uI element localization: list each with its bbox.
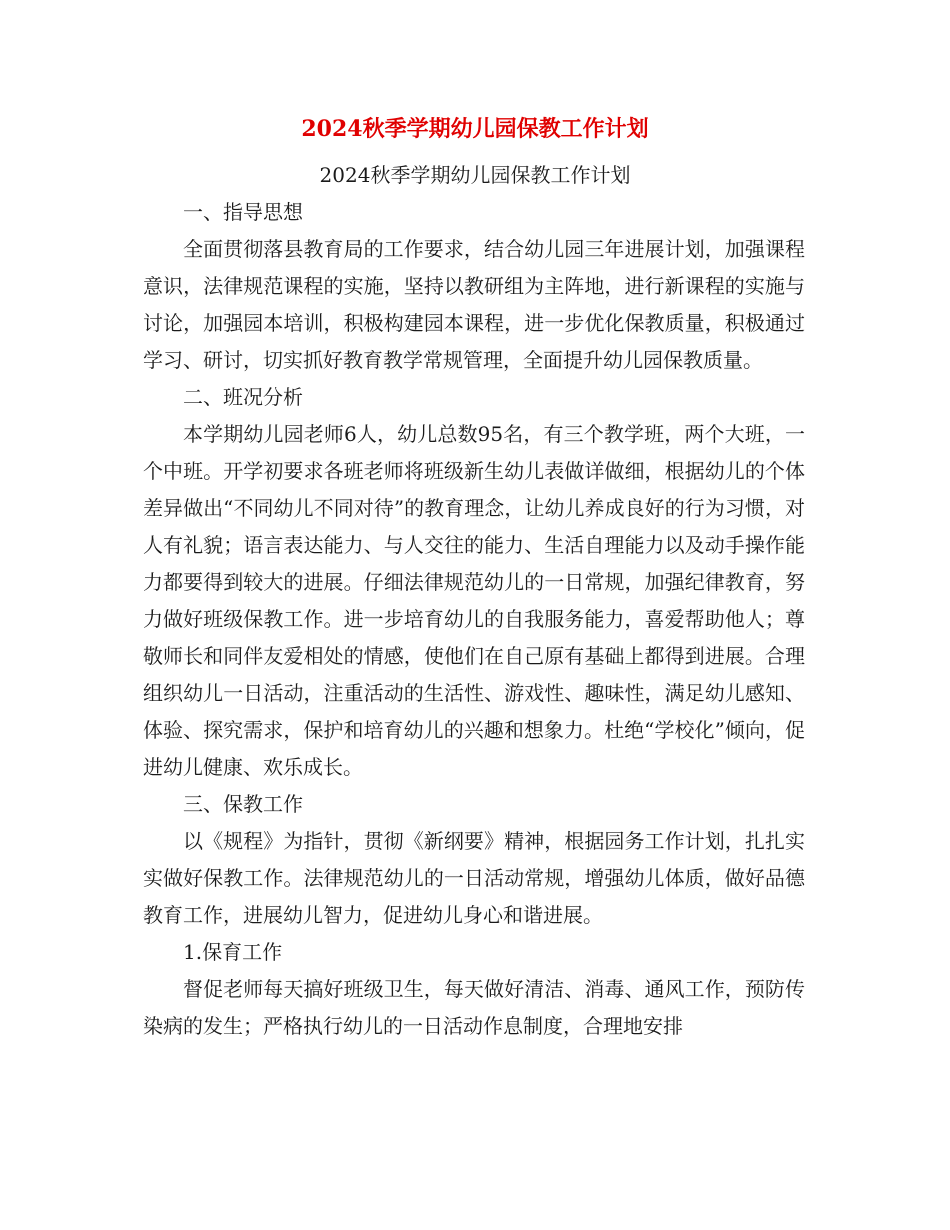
heading-care-education-work: 三、保教工作 [183, 792, 303, 816]
document-subtitle: 2024秋季学期幼儿园保教工作计划 [319, 163, 631, 187]
paragraph-class-analysis: 本学期幼儿园老师6人，幼儿总数95名，有三个教学班，两个大班，一个中班。开学初要求各班老师将班级新生幼儿表做详做细，根据幼儿的个体差异做出“不同幼儿不同对待”的教育理念，让幼儿养成良好的行为习惯，对人有礼貌；语言表达能力、与人交往的能力、生活自理能力以及动手操作能力都要得到较大的进展。仔细法律规范幼儿的一日常规，加强纪律教育，努力做好班级保教工作。进一步培育幼儿的自我服务能力，喜爱帮助他人；尊敬师长和同伴友爱相处的情感，使他们在自己原有基础上都得到进展。合理组织幼儿一日活动，注重活动的生活性、游戏性、趣味性，满足幼儿感知、体验、探究需求，保护和培育幼儿的兴趣和想象力。杜绝“学校化”倾向，促进幼儿健康、欢乐成长。 [143, 422, 805, 779]
heading-class-analysis: 二、班况分析 [183, 385, 303, 409]
document-body [143, 194, 805, 1045]
heading-childcare-work: 1.保育工作 [183, 940, 283, 964]
paragraph-guiding-ideology: 全面贯彻落县教育局的工作要求，结合幼儿园三年进展计划，加强课程意识，法律规范课程的实施，坚持以教研组为主阵地，进行新课程的实施与讨论，加强园本培训，积极构建园本课程，进一步优化保教质量，积极通过学习、研讨，切实抓好教育教学常规管理，全面提升幼儿园保教质量。 [143, 237, 805, 372]
heading-guiding-ideology: 一、指导思想 [183, 200, 303, 224]
paragraph-care-education-work: 以《规程》为指针，贯彻《新纲要》精神，根据园务工作计划，扎扎实实做好保教工作。法律规范幼儿的一日活动常规，增强幼儿体质，做好品德教育工作，进展幼儿智力，促进幼儿身心和谐进展。 [143, 829, 805, 927]
paragraph-childcare-work: 督促老师每天搞好班级卫生，每天做好清洁、消毒、通风工作，预防传染病的发生；严格执行幼儿的一日活动作息制度，合理地安排 [143, 977, 805, 1038]
document-title: 2024秋季学期幼儿园保教工作计划 [301, 116, 649, 142]
